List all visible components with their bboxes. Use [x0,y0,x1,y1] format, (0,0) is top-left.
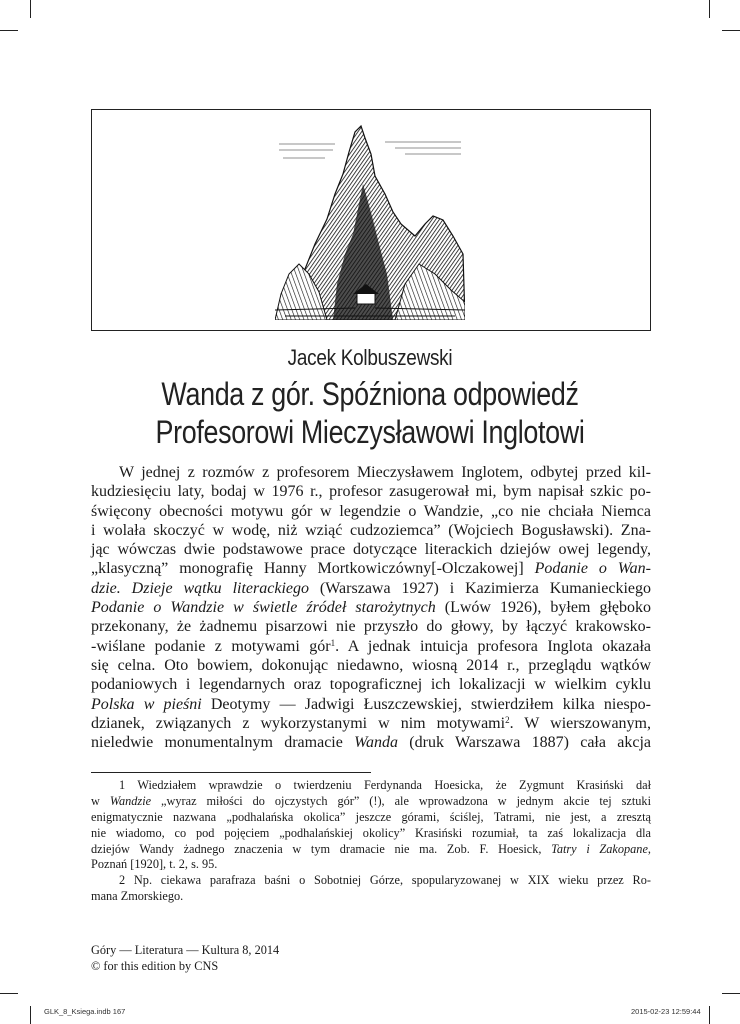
footnote-line: mana Zmorskiego. [91,889,184,904]
footnote-line: w Wandzie „wyraz miłości do ojczystych gór” (!), ale wprowadzona w jednym akcie tej sztuki [91,793,651,808]
crop-mark [0,30,18,31]
body-line: Polska w pieśni Deotymy — Jadwigi Łuszczewskiej, stwierdziłem kilka niespo- [91,695,652,713]
body-line: „klasyczną” monografię Hanny Mortkowiczówny[-Olczakowej] Podanie o Wan- [91,560,651,578]
article-title-line-2: Profesorowi Mieczysławowi Inglotowi [155,414,585,450]
body-line: podaniowych i legendarnych oraz topograficznej ich lokalizacji w wielkim cyklu [91,676,651,694]
article-title-line-1: Wanda z gór. Spóźniona odpowiedź [161,376,579,412]
footnotes [91,778,651,905]
body-line: dzianek, związanych z wykorzystanymi w nim motywami$^2$. W wierszowanym, [91,714,651,732]
body-text [91,463,651,752]
crop-mark [30,0,31,18]
body-line: jąc wówczas dwie podstawowe prace dotyczące literackich dziejów owej legendy, [91,541,651,559]
slug-left: GLK_8_Ksiega.indb 167 [44,1007,126,1016]
footnote-line: nie wiadomo, co pod pojęciem „podhalańskiej okolicy” Krasiński rozumiał, ta zaś lokalizacja dla [91,825,651,840]
mountain-engraving-icon [275,124,465,320]
crop-mark [0,993,18,994]
footnote-line: dziejów Wandy żadnego znaczenia w tym dramacie nie ma. Zob. F. Hoesick, Tatry i Zakopane, [91,841,651,856]
crop-mark [709,1006,710,1024]
body-line: się celna. Oto bowiem, dokonując niedawno, wiosną 2014 r., przeglądu wątków [91,656,651,674]
body-line: nieledwie monumentalnym dramacie Wanda (druk Warszawa 1887) cała akcja [91,734,652,752]
crop-mark [709,0,710,18]
footnote-line: enigmatycznie nazwana „podhalańska okolica” jeszcze górami, ściślej, Tatrami, nie jest, a zresztą [91,809,651,824]
slug-right: 2015-02-23 12:59:44 [631,1007,701,1016]
footnote-rule [91,772,371,773]
body-line: W jednej z rozmów z profesorem Mieczysławem Inglotem, odbytej przed kil- [119,464,651,481]
journal-line: Góry — Literatura — Kultura 8, 2014 [91,943,280,957]
copyright-footer [91,943,279,974]
illustration-frame [91,109,651,331]
body-line: i wolała skoczyć w wodę, niż wziąć cudzoziemca” (Wojciech Bogusławski). Zna- [91,521,651,539]
footnote-line: 1 Wiedziałem wprawdzie o twierdzeniu Ferdynanda Hoesicka, że Zygmunt Krasiński dał [119,778,651,792]
crop-mark [30,1006,31,1024]
copyright-line: © for this edition by CNS [91,958,219,973]
footnote-line: Poznań [1920], t. 2, s. 95. [91,857,218,872]
author-name: Jacek Kolbuszewski [287,345,453,370]
crop-mark [722,30,740,31]
body-line: święcony obecności motywu gór w legendzie o Wandzie, „co nie chciała Niemca [91,502,651,520]
body-line: przekonany, że żadnemu pisarzowi nie przyszło do głowy, by łączyć krakowsko- [91,618,651,636]
crop-mark [722,993,740,994]
footnote-line: 2 Np. ciekawa parafraza baśni o Sobotniej Górze, spopularyzowanej w XIX wieku przez Ro- [119,873,651,888]
body-line: kudziesięciu laty, bodaj w 1976 r., profesor zasugerował mi, bym napisał szkic po- [91,483,651,501]
body-line: dzie. Dzieje wątku literackiego (Warszawa 1927) i Kazimierza Kumanieckiego [91,579,651,597]
body-line: -wiślane podanie z motywami gór$^1$. A jednak intuicja profesora Inglota okazała [91,637,651,655]
body-line: Podanie o Wandzie w świetle źródeł starożytnych (Lwów 1926), byłem głęboko [91,599,652,617]
